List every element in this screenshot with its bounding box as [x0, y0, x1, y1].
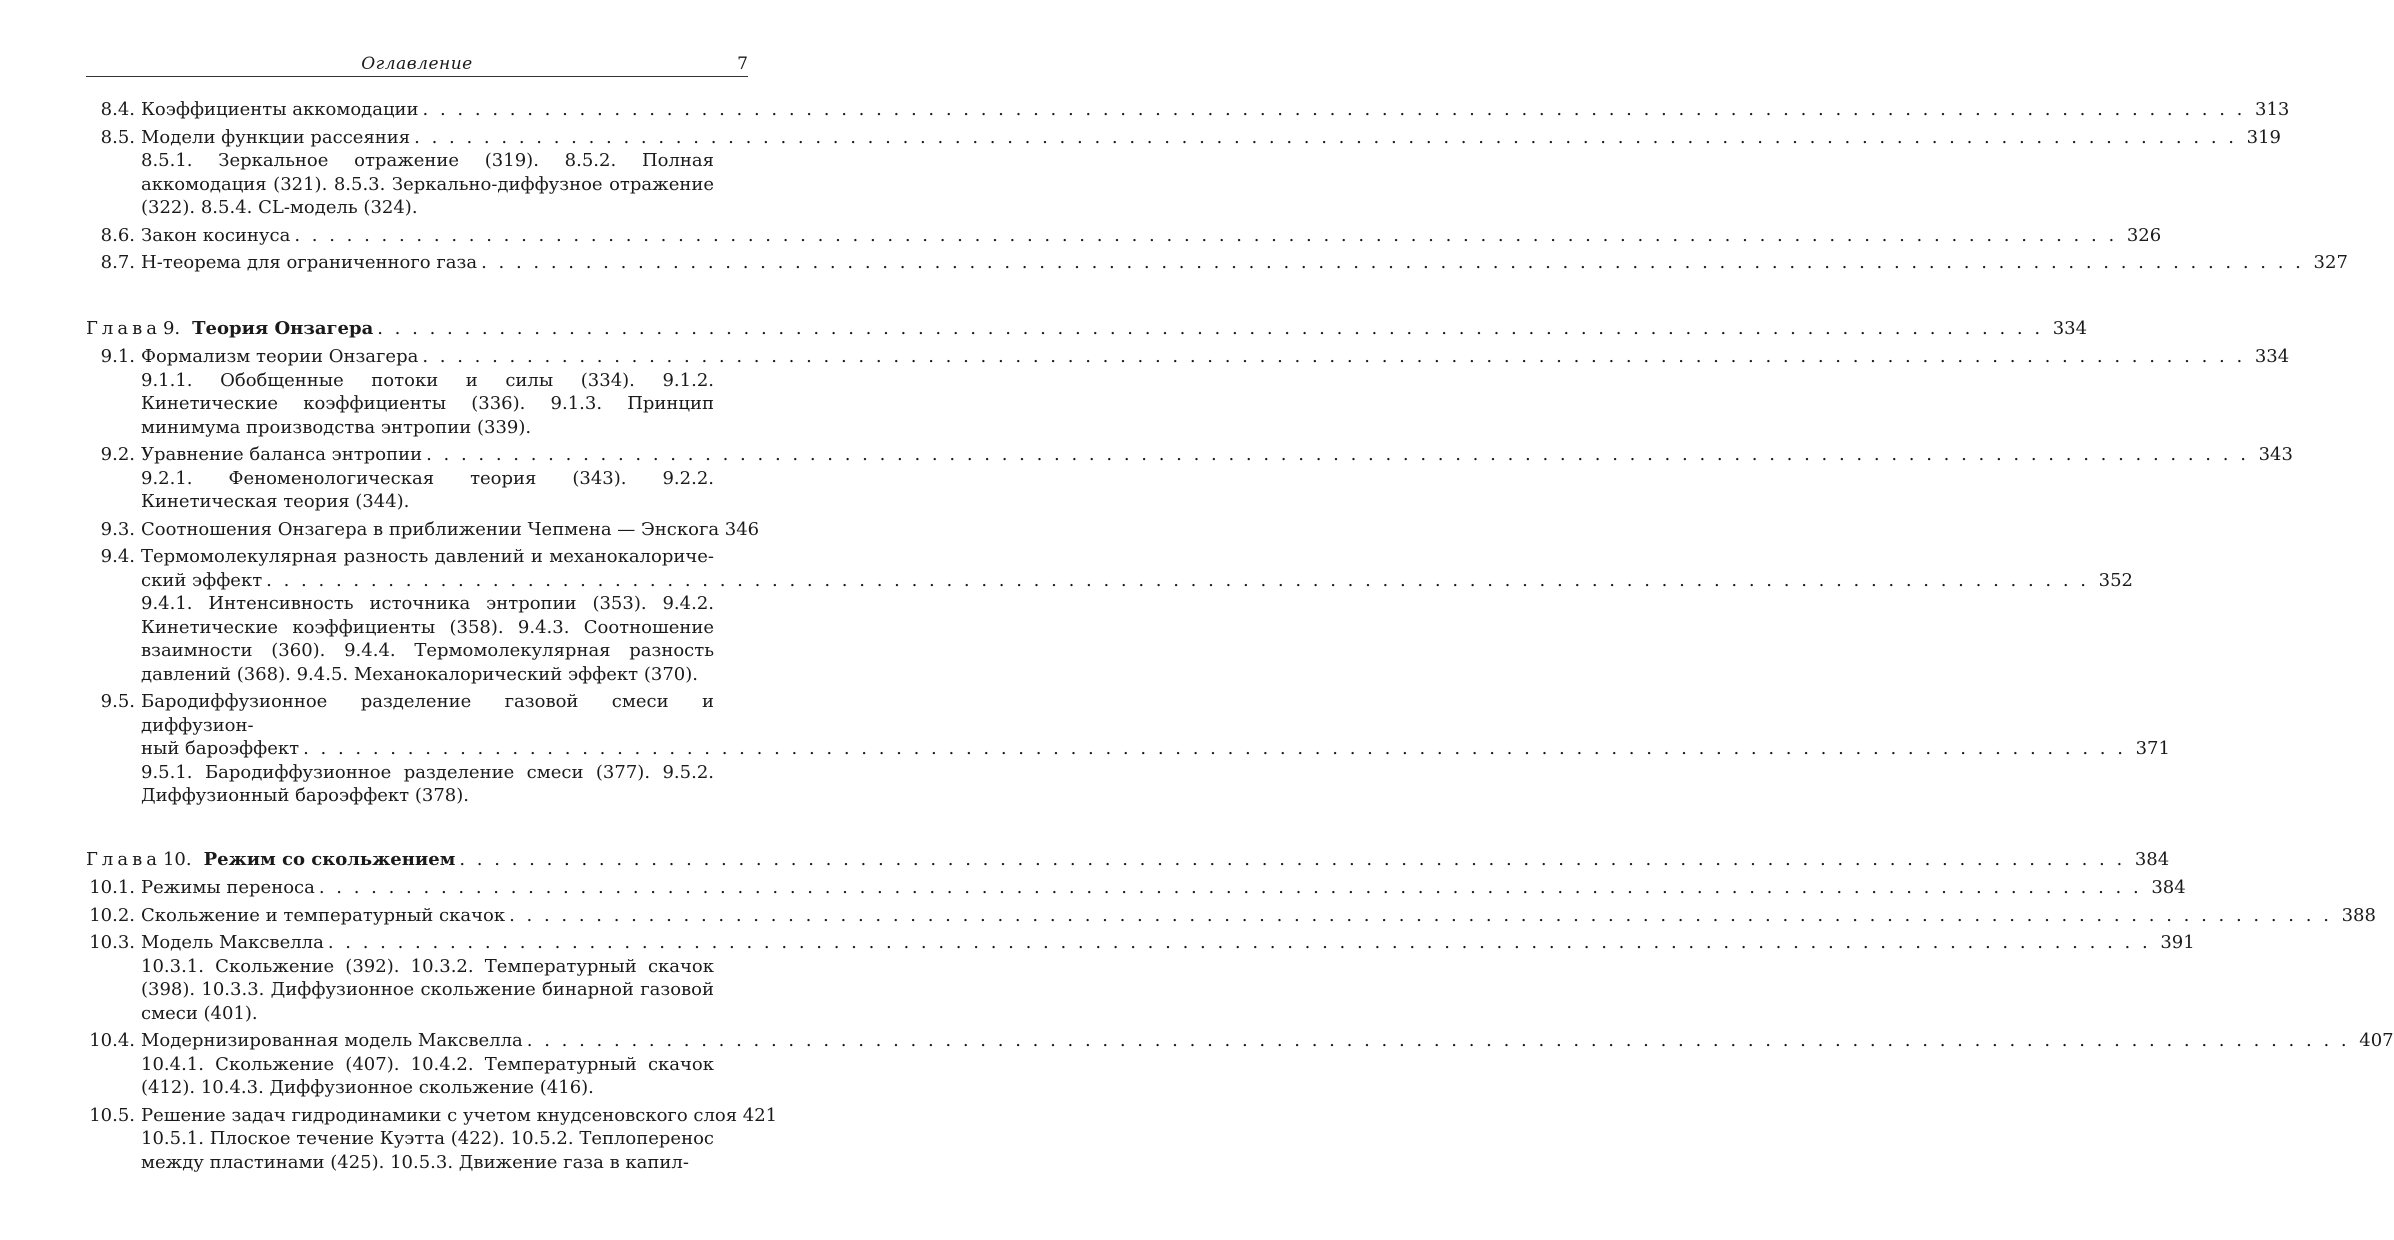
- section-title: Скольжение и температурный скачок: [141, 904, 506, 926]
- section-title: Модель Максвелла: [141, 932, 324, 953]
- section-page: 371: [2135, 738, 2170, 759]
- chapter-label: Глава: [86, 317, 161, 339]
- section-page: 421: [742, 1104, 778, 1126]
- subsection-list: 9.1.1. Обобщенные потоки и силы (334). 9.1.2. Кинетические коэффициенты (336). 9.1.3. Принцип минимума производства энтропии (339).: [141, 369, 714, 438]
- chapter-label: Глава: [86, 848, 161, 870]
- subsection-list: 9.2.1. Феноменологическая теория (343). 9.2.2. Кинетическая теория (344).: [141, 467, 714, 512]
- section-page: 384: [2151, 877, 2186, 898]
- running-head-title: Оглавление: [361, 54, 473, 74]
- toc-section: [86, 345, 2290, 439]
- section-page: 391: [2160, 932, 2195, 953]
- toc-section: [86, 545, 2134, 686]
- section-page: 388: [2341, 904, 2376, 926]
- section-title: Модели функции рассеяния: [141, 126, 411, 148]
- toc-section: [86, 690, 2170, 808]
- toc-section: [86, 931, 2195, 1025]
- section-number: 8.4.: [100, 99, 135, 120]
- section-number: 8.7.: [100, 252, 135, 273]
- section-number: 9.3.: [100, 518, 135, 540]
- toc-section: [86, 251, 2348, 275]
- section-page: 407: [2359, 1030, 2394, 1051]
- section-page: 343: [2258, 444, 2293, 465]
- section-title: Формализм теории Онзагера: [141, 346, 419, 367]
- subsection-list: 8.5.1. Зеркальное отражение (319). 8.5.2. Полная аккомодация (321). 8.5.3. Зеркально-диффузное отражение (322). 8.5.4. CL-модель (324).: [141, 150, 714, 218]
- table-of-contents: [86, 98, 2394, 1174]
- chapter-heading: [86, 848, 2170, 872]
- section-number: 10.4.: [89, 1030, 135, 1051]
- section-number: 9.2.: [100, 444, 135, 465]
- section-title: H-теорема для ограниченного газа: [141, 252, 478, 273]
- section-title: Уравнение баланса энтропии: [141, 444, 423, 465]
- chapter-heading: [86, 317, 2088, 341]
- section-number: 8.6.: [100, 224, 135, 246]
- subsection-list: 9.5.1. Бародиффузионное разделение смеси (377). 9.5.2. Диффузионный бароэффект (378).: [141, 761, 714, 806]
- section-number: 9.5.: [100, 691, 135, 712]
- section-page: 327: [2313, 252, 2348, 273]
- subsection-list: 10.3.1. Скольжение (392). 10.3.2. Температурный скачок (398). 10.3.3. Диффузионное скольжение бинарной газовой смеси (401).: [141, 955, 714, 1024]
- toc-section: [86, 126, 2281, 220]
- section-title: Закон косинуса: [141, 224, 291, 246]
- chapter-number: 10.: [162, 848, 192, 870]
- chapter-number: 9.: [162, 317, 181, 339]
- section-title: ный бароэффект: [141, 738, 300, 759]
- section-page: 326: [2126, 224, 2162, 246]
- section-title-line1: Термомолекулярная разность давлений и механокалориче-: [141, 546, 714, 567]
- section-title: Режимы переноса: [141, 877, 315, 898]
- section-number: 10.2.: [89, 904, 135, 926]
- toc-section: [86, 98, 2290, 122]
- section-number: 9.4.: [100, 546, 135, 567]
- toc-section: [86, 1029, 2394, 1100]
- section-page: 346: [724, 518, 760, 540]
- section-title: Коэффициенты аккомодации: [141, 99, 419, 120]
- chapter-page: 334: [2052, 317, 2088, 339]
- section-title-line1: Бародиффузионное разделение газовой смеси и диффузион-: [141, 691, 714, 736]
- section-page: 319: [2246, 126, 2281, 148]
- toc-section: [86, 904, 2376, 928]
- section-title: Модернизированная модель Максвелла: [141, 1030, 523, 1051]
- section-title: ский эффект: [141, 569, 263, 591]
- section-number: 10.3.: [89, 932, 135, 953]
- section-page: 313: [2255, 99, 2290, 120]
- section-title: Решение задач гидродинамики с учетом кнудсеновского слоя: [141, 1104, 738, 1126]
- section-page: 352: [2098, 569, 2134, 591]
- chapter-page: 384: [2134, 848, 2170, 870]
- subsection-list: 9.4.1. Интенсивность источника энтропии (353). 9.4.2. Кинетические коэффициенты (358). 9.4.3. Соотношение взаимности (360). 9.4.4. Термомолекулярная разность давлений (368). 9.4.5. Механокалорический эффект (370).: [141, 593, 714, 685]
- toc-section: [86, 443, 2293, 514]
- subsection-list: 10.5.1. Плоское течение Куэтта (422). 10.5.2. Теплоперенос между пластинами (425). 10.5.3. Движение газа в капил-: [141, 1128, 714, 1173]
- toc-section: [86, 1104, 778, 1175]
- section-title: Соотношения Онзагера в приближении Чепмена — Энскога: [141, 518, 720, 540]
- subsection-list: 10.4.1. Скольжение (407). 10.4.2. Температурный скачок (412). 10.4.3. Диффузионное скольжение (416).: [141, 1053, 714, 1098]
- chapter-title: Теория Онзагера: [192, 317, 374, 339]
- section-number: 9.1.: [100, 346, 135, 367]
- section-number: 8.5.: [100, 126, 135, 148]
- running-head: [86, 52, 748, 77]
- section-page: 334: [2254, 346, 2290, 367]
- section-number: 10.1.: [89, 877, 135, 898]
- chapter-title: Режим со скольжением: [203, 848, 456, 870]
- toc-section: [86, 518, 760, 542]
- toc-section: [86, 876, 2186, 900]
- toc-section: [86, 224, 2162, 248]
- page-number: 7: [737, 54, 748, 74]
- section-number: 10.5.: [89, 1104, 135, 1126]
